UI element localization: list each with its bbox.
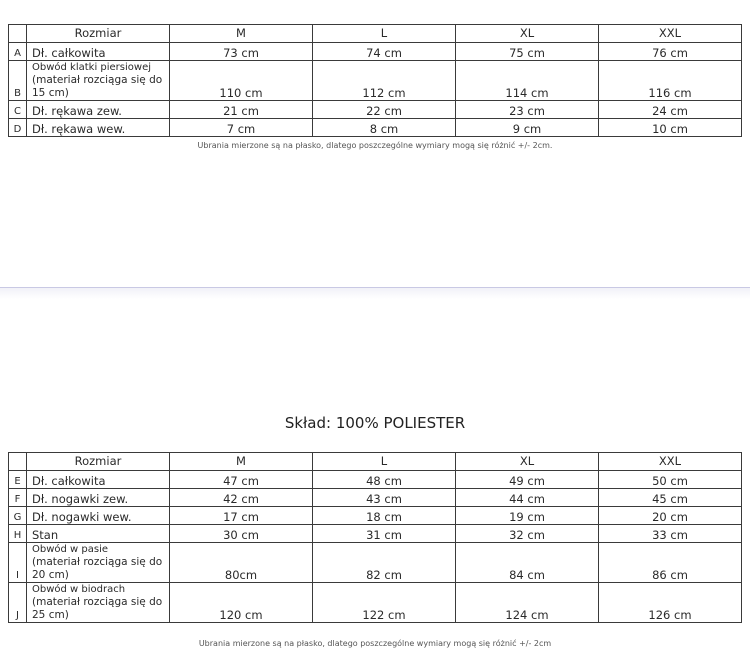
row-letter: B <box>9 61 27 101</box>
value-cell: 19 cm <box>456 507 599 525</box>
table-row <box>9 583 742 623</box>
row-label-line2: (materiał rozciąga się do 15 cm) <box>32 74 163 99</box>
value-cell: 45 cm <box>599 489 742 507</box>
row-label: Dł. rękawa zew. <box>27 101 170 119</box>
value-cell: 42 cm <box>170 489 313 507</box>
value-cell: 114 cm <box>456 61 599 101</box>
row-letter: J <box>9 583 27 623</box>
table-row <box>9 507 742 525</box>
value-cell: 7 cm <box>170 119 313 137</box>
value-cell: 80cm <box>170 543 313 583</box>
size-header-xxl: XXL <box>599 25 742 43</box>
row-label-line1: Obwód w pasie <box>32 544 109 555</box>
row-label-line1: Obwód klatki piersiowej <box>32 62 152 73</box>
size-table-top <box>8 24 742 137</box>
size-header-m: M <box>170 453 313 471</box>
value-cell: 20 cm <box>599 507 742 525</box>
row-label: Dł. nogawki wew. <box>27 507 170 525</box>
row-letter: D <box>9 119 27 137</box>
value-cell: 10 cm <box>599 119 742 137</box>
value-cell: 18 cm <box>313 507 456 525</box>
value-cell: 23 cm <box>456 101 599 119</box>
composition-heading: Skład: 100% POLIESTER <box>284 414 466 432</box>
table-row <box>9 119 742 137</box>
value-cell: 48 cm <box>313 471 456 489</box>
table-row <box>9 61 742 101</box>
row-label: Dł. nogawki zew. <box>27 489 170 507</box>
value-cell: 30 cm <box>170 525 313 543</box>
value-cell: 50 cm <box>599 471 742 489</box>
value-cell: 32 cm <box>456 525 599 543</box>
row-label: Dł. całkowita <box>27 471 170 489</box>
value-cell: 126 cm <box>599 583 742 623</box>
measurement-note: Ubrania mierzone są na płasko, dlatego poszczególne wymiary mogą się różnić +/- 2cm. <box>197 141 553 150</box>
measurement-note: Ubrania mierzone są na płasko, dlatego poszczególne wymiary mogą się różnić +/- 2cm <box>198 639 552 648</box>
size-header-l: L <box>313 25 456 43</box>
value-cell: 73 cm <box>170 43 313 61</box>
row-label: Stan <box>27 525 170 543</box>
size-header-xl: XL <box>456 453 599 471</box>
value-cell: 31 cm <box>313 525 456 543</box>
value-cell: 112 cm <box>313 61 456 101</box>
size-header-l: L <box>313 453 456 471</box>
size-header-label: Rozmiar <box>27 25 170 43</box>
value-cell: 47 cm <box>170 471 313 489</box>
header-corner-cell <box>9 25 27 43</box>
size-header-xl: XL <box>456 25 599 43</box>
value-cell: 120 cm <box>170 583 313 623</box>
value-cell: 74 cm <box>313 43 456 61</box>
table-row <box>9 543 742 583</box>
value-cell: 116 cm <box>599 61 742 101</box>
table-header-row <box>9 25 742 43</box>
value-cell: 122 cm <box>313 583 456 623</box>
size-header-xxl: XXL <box>599 453 742 471</box>
value-cell: 49 cm <box>456 471 599 489</box>
table-row <box>9 489 742 507</box>
value-cell: 33 cm <box>599 525 742 543</box>
row-letter: C <box>9 101 27 119</box>
row-letter: G <box>9 507 27 525</box>
value-cell: 21 cm <box>170 101 313 119</box>
size-header-label: Rozmiar <box>27 453 170 471</box>
table-row <box>9 525 742 543</box>
table-header-row <box>9 453 742 471</box>
size-header-m: M <box>170 25 313 43</box>
row-label-line1: Obwód w biodrach <box>32 584 126 595</box>
value-cell: 76 cm <box>599 43 742 61</box>
value-cell: 44 cm <box>456 489 599 507</box>
row-label-line2: (materiał rozciąga się do 20 cm) <box>32 556 163 581</box>
value-cell: 82 cm <box>313 543 456 583</box>
value-cell: 110 cm <box>170 61 313 101</box>
header-corner-cell <box>9 453 27 471</box>
table-row <box>9 471 742 489</box>
row-label: Dł. rękawa wew. <box>27 119 170 137</box>
value-cell: 8 cm <box>313 119 456 137</box>
value-cell: 9 cm <box>456 119 599 137</box>
value-cell: 124 cm <box>456 583 599 623</box>
section-divider <box>0 287 750 299</box>
row-letter: I <box>9 543 27 583</box>
row-label <box>27 61 170 101</box>
value-cell: 22 cm <box>313 101 456 119</box>
value-cell: 24 cm <box>599 101 742 119</box>
value-cell: 84 cm <box>456 543 599 583</box>
row-label: Dł. całkowita <box>27 43 170 61</box>
value-cell: 17 cm <box>170 507 313 525</box>
row-letter: E <box>9 471 27 489</box>
size-table-bottom <box>8 452 742 623</box>
value-cell: 75 cm <box>456 43 599 61</box>
table-row <box>9 43 742 61</box>
row-label <box>27 543 170 583</box>
row-label <box>27 583 170 623</box>
row-letter: H <box>9 525 27 543</box>
table-row <box>9 101 742 119</box>
row-label-line2: (materiał rozciąga się do 25 cm) <box>32 596 163 621</box>
row-letter: F <box>9 489 27 507</box>
value-cell: 43 cm <box>313 489 456 507</box>
row-letter: A <box>9 43 27 61</box>
value-cell: 86 cm <box>599 543 742 583</box>
